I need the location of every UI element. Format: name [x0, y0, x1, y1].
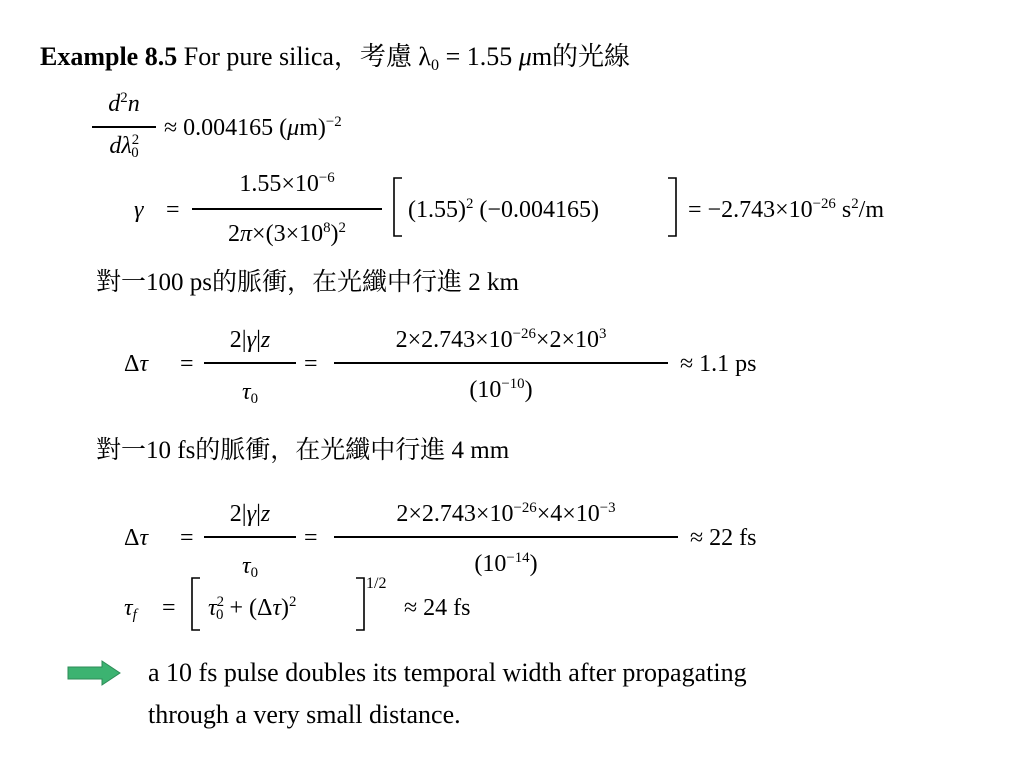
eq2-bar: [192, 208, 382, 210]
eq5-inner-sub: 0: [216, 607, 224, 624]
eq4-eq1: =: [180, 525, 194, 551]
example-rest: = 1.55: [439, 42, 519, 71]
line3-text: 對一100 ps的脈衝，在光纖中行進 2 km: [96, 269, 519, 296]
eq3-den1-tau: τ: [241, 379, 251, 405]
eq1-rhs-text: ≈ 0.004165 (: [164, 115, 288, 141]
eq5-left-bracket: [186, 576, 204, 632]
eq4-den2-sup: −14: [506, 550, 530, 567]
eq3-den2-b: ): [524, 377, 533, 403]
eq2-bracket-sup: 2: [465, 196, 474, 213]
eq3-num1-gamma: γ: [246, 327, 257, 353]
eq5-inner-sup2: 2: [289, 594, 297, 611]
conclusion-line2: through a very small distance.: [148, 700, 461, 729]
eq5-inner-tau: τ: [208, 595, 217, 621]
eq2-num-sup: −6: [318, 170, 335, 187]
eq4-num1-z: z: [260, 501, 271, 527]
eq1-num-d: d: [108, 91, 121, 117]
eq1-rhs: [164, 116, 342, 140]
eq1-fraction: [92, 92, 156, 172]
eq4-den1-tau: τ: [241, 553, 251, 579]
eq5-lhs-tau: τ: [124, 595, 133, 621]
eq3-num2: 2×2.743×10: [395, 327, 513, 353]
line4-text: 對一10 fs的脈衝，在光纖中行進 4 mm: [96, 437, 510, 464]
eq5-lhs-sub: f: [132, 607, 137, 624]
eq5-eq: =: [162, 595, 176, 621]
eq2-right-bracket: [664, 176, 682, 238]
eq4-den1-sub: 0: [250, 565, 259, 582]
eq4-fraction1: [204, 496, 296, 582]
eq2-units-m: /m: [858, 197, 884, 223]
eq3-num1-z: z: [260, 327, 271, 353]
lambda-subscript: 0: [431, 56, 440, 74]
eq1-num-n: n: [127, 91, 140, 117]
eq4-den2-a: (10: [474, 551, 507, 577]
eq5-inner: [208, 594, 297, 624]
eq3-fraction1: [204, 322, 296, 408]
eq4-lhs-tau: τ: [139, 525, 149, 551]
eq3-lhs: [124, 352, 148, 376]
eq2-den-c: ): [330, 221, 339, 247]
eq3-den2-a: (10: [469, 377, 502, 403]
eq1-bar: [92, 126, 156, 128]
eq1-den-sup: 2: [131, 132, 140, 149]
eq5-inner-close: ): [281, 595, 290, 621]
eq4-lhs-delta: Δ: [124, 525, 140, 551]
eq5-lhs: [124, 595, 137, 624]
eq5-inner-sup: 2: [216, 594, 225, 611]
eq4-eq2: =: [304, 525, 318, 551]
eq2-eq: =: [166, 197, 180, 223]
eq2-den-pi: π: [240, 221, 253, 247]
eq3-bar1: [204, 362, 296, 364]
eq3-lhs-delta: Δ: [124, 351, 140, 377]
eq3-num2-sup: −26: [512, 326, 536, 343]
eq4-lhs: [124, 526, 148, 550]
eq5-inner-tau2: τ: [272, 595, 282, 621]
eq1-rhs-mu: μ: [287, 115, 300, 141]
eq2-units-s: s: [835, 197, 852, 223]
eq3-eq2: =: [304, 351, 318, 377]
eq4-den2-b: ): [529, 551, 538, 577]
right-arrow-icon: [66, 660, 122, 686]
eq4-num2-sup: −26: [513, 500, 537, 517]
eq3-eq1: =: [180, 351, 194, 377]
eq4-num1-b: |: [256, 501, 261, 527]
eq1-rhs-m: m): [299, 115, 326, 141]
eq2-den-a: 2: [228, 221, 241, 247]
eq2-fraction: [192, 168, 382, 254]
example-tail: m的光線: [531, 42, 631, 71]
eq1-den-sub: 0: [131, 145, 139, 162]
eq2-bracket-a: (1.55): [408, 197, 466, 223]
eq2-bracket-b: (−0.004165): [473, 197, 599, 223]
eq2-rhs-text: = −2.743×10: [688, 197, 813, 223]
eq2-rhs-sup: −26: [812, 196, 836, 213]
eq1-rhs-sup: −2: [325, 114, 342, 131]
eq1-num-sup: 2: [120, 90, 128, 107]
eq2-left-bracket: [388, 176, 406, 238]
eq5-rhs: ≈ 24 fs: [404, 595, 471, 621]
conclusion-line1: a 10 fs pulse doubles its temporal width after propagating: [148, 658, 747, 687]
eq4-num1-a: 2|: [229, 501, 247, 527]
eq3-bar2: [334, 362, 668, 364]
eq2-den-sup2: 2: [338, 220, 346, 237]
eq1-den-lambda: λ: [121, 133, 132, 159]
example-text: For pure silica，考慮 λ: [183, 42, 432, 71]
eq2-num: 1.55×10: [239, 171, 319, 197]
eq2-den-sup8: 8: [323, 220, 331, 237]
eq2-bracket-content: [408, 198, 599, 222]
eq5-inner-plus: + (Δ: [223, 595, 273, 621]
eq3-num2-sup2: 3: [598, 326, 607, 343]
eq3-den2-sup: −10: [501, 376, 525, 393]
mu-symbol: μ: [518, 42, 532, 71]
eq4-num1-gamma: γ: [246, 501, 257, 527]
eq4-num2: 2×2.743×10: [396, 501, 514, 527]
eq1-den-d: d: [109, 133, 122, 159]
eq4-num2-sup2: −3: [599, 500, 616, 517]
eq3-den1-sub: 0: [250, 391, 259, 408]
eq2-lhs: γ: [134, 197, 144, 223]
eq3-num2-b: ×2×10: [535, 327, 599, 353]
eq5-outer-sup: 1/2: [366, 575, 387, 592]
eq3-fraction2: [334, 322, 668, 408]
eq3-num1-a: 2|: [229, 327, 247, 353]
eq4-bar1: [204, 536, 296, 538]
eq3-num1-b: |: [256, 327, 261, 353]
example-label: Example 8.5: [40, 42, 178, 71]
eq4-rhs: ≈ 22 fs: [690, 525, 757, 551]
eq2-rhs: [688, 198, 884, 222]
example-title: [40, 42, 631, 74]
eq4-fraction2: [334, 496, 678, 582]
eq3-rhs: ≈ 1.1 ps: [680, 351, 757, 377]
eq4-num2-b: ×4×10: [536, 501, 600, 527]
eq2-den-b: ×(3×10: [252, 221, 324, 247]
eq4-bar2: [334, 536, 678, 538]
eq3-lhs-tau: τ: [139, 351, 149, 377]
eq2-units-sup: 2: [851, 196, 859, 213]
